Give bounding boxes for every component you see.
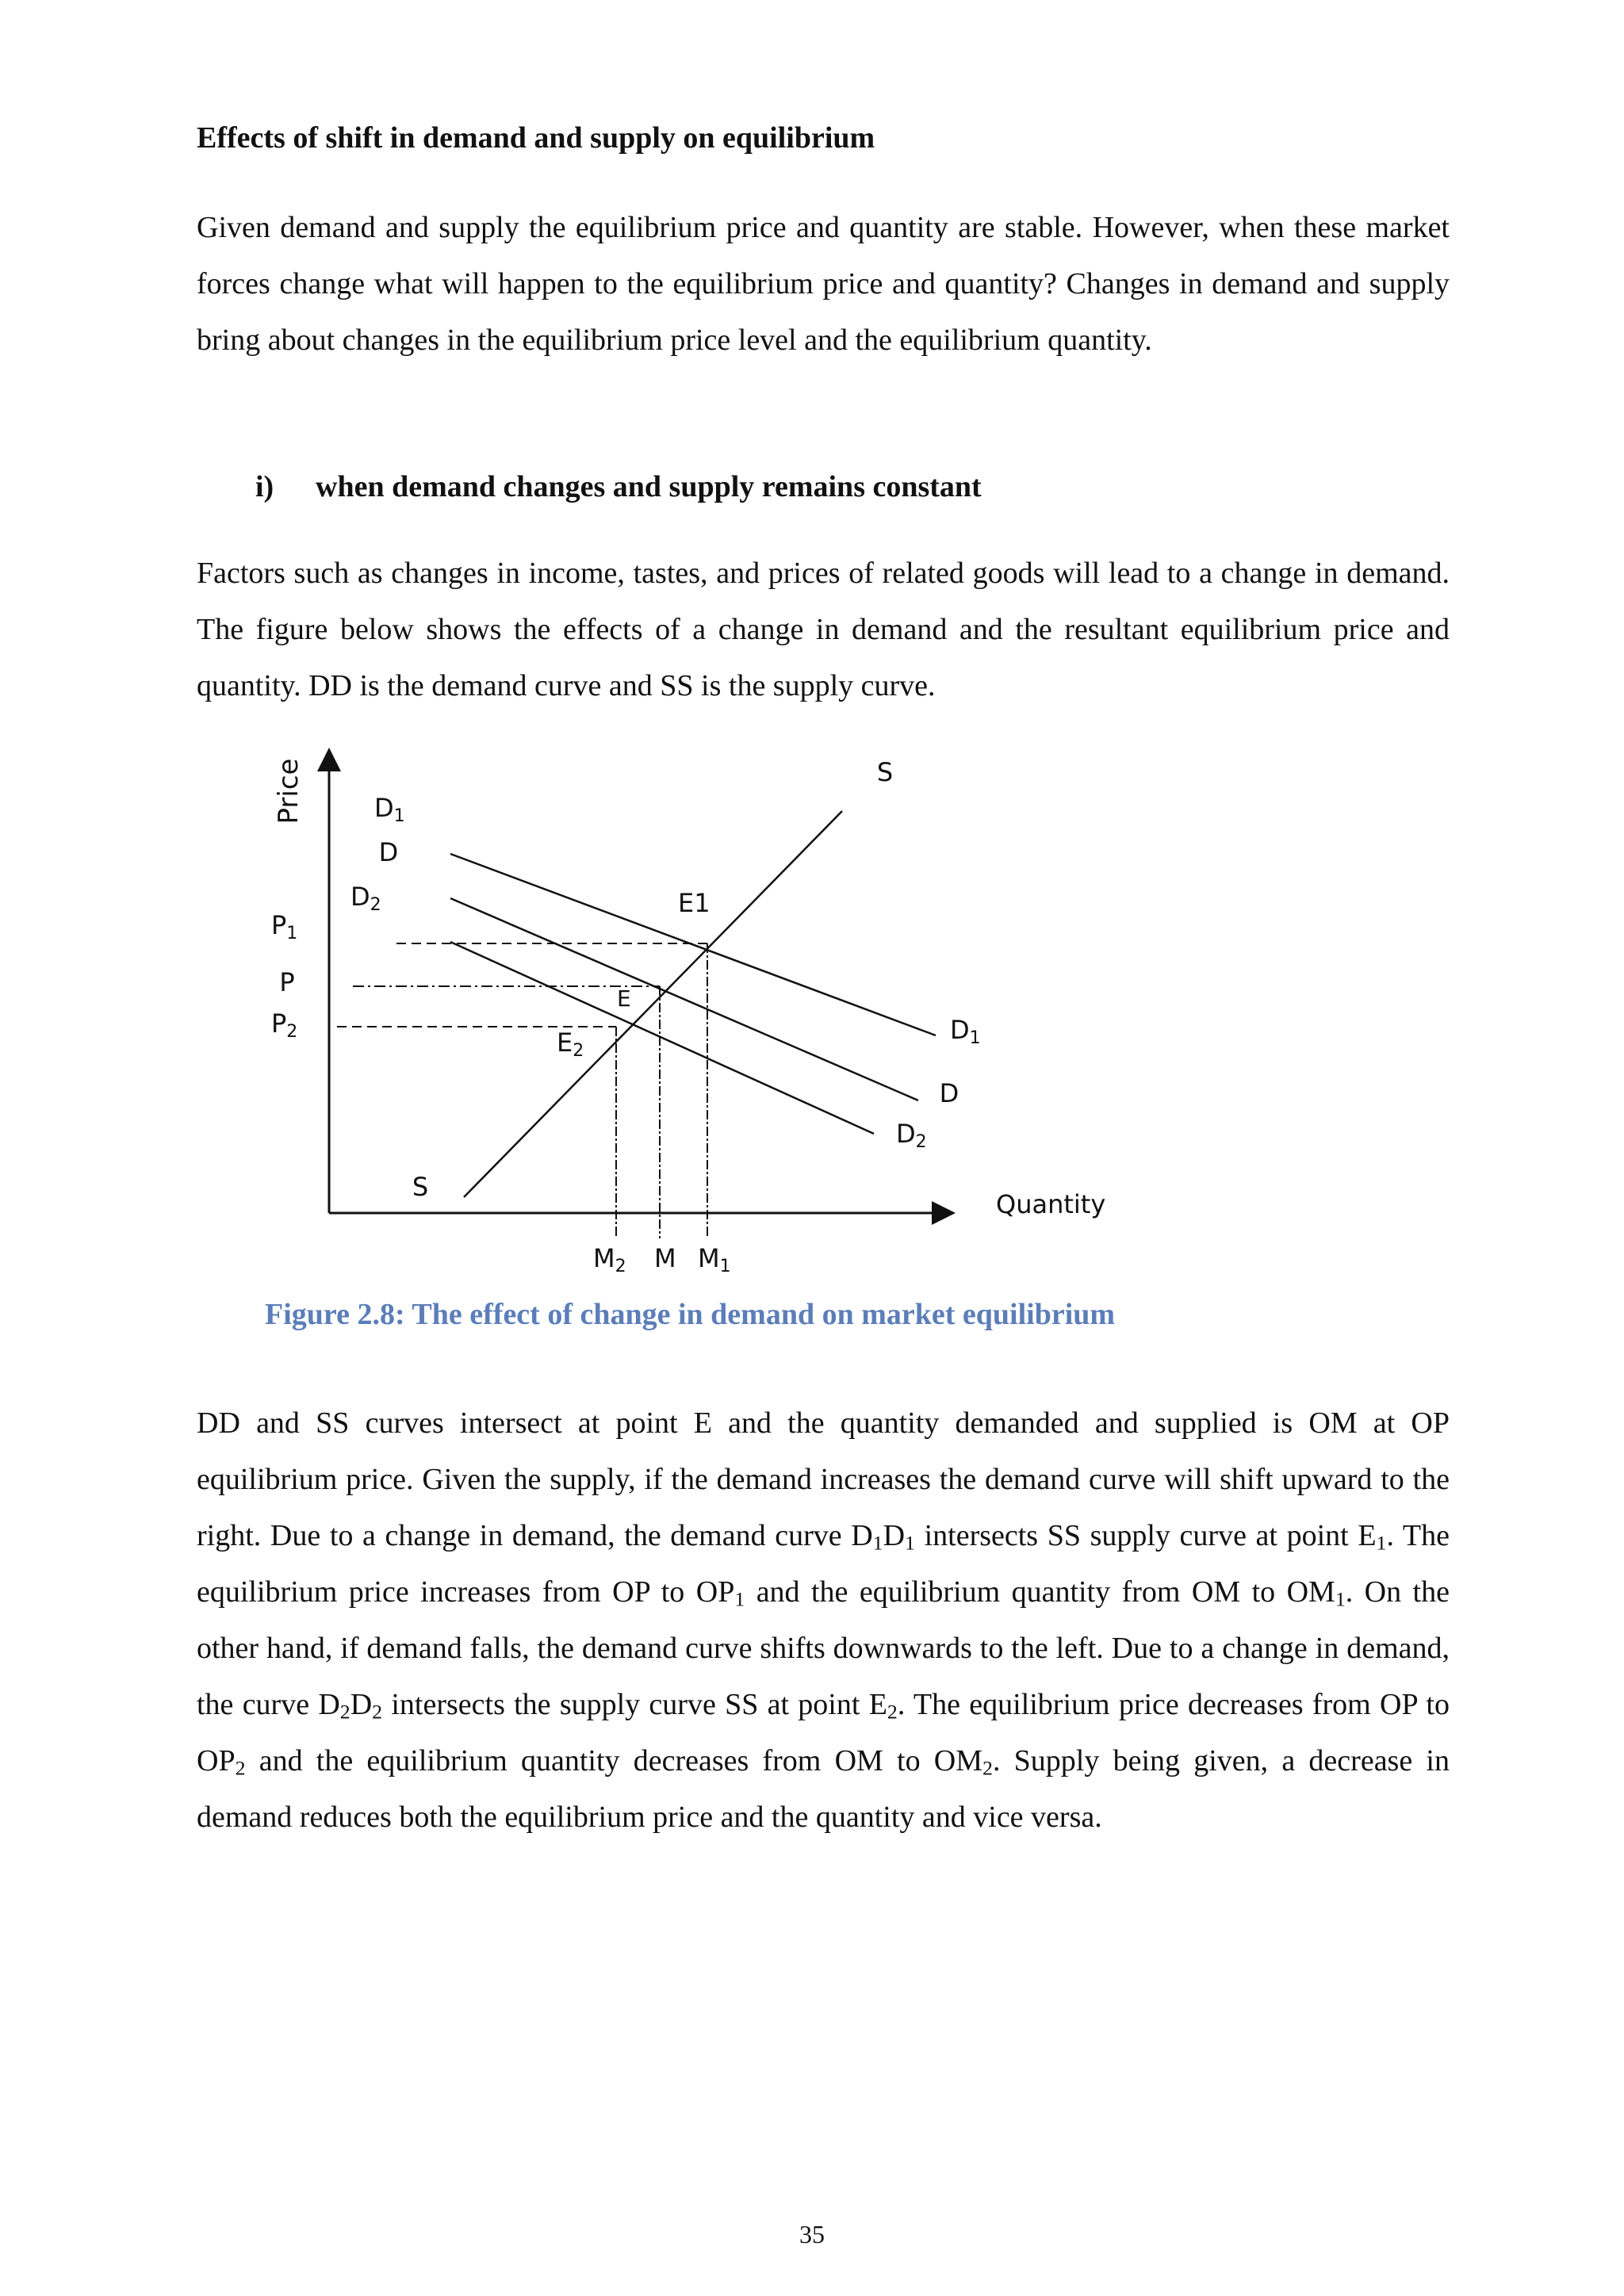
subheading-text: when demand changes and supply remains constant <box>316 470 982 503</box>
supply-label-top: S <box>876 757 894 787</box>
p3-s10: 1 <box>1335 1587 1346 1611</box>
p3-s12: 2 <box>339 1700 350 1724</box>
e2-label <box>557 1027 584 1061</box>
d1-label-top <box>374 793 405 826</box>
p3-s3: D <box>883 1519 906 1552</box>
d2-label-top-sub: 2 <box>370 895 381 915</box>
p3-s15: intersects the supply curve SS at point E <box>382 1688 887 1721</box>
p3-s19: and the equilibrium quantity decreases from OM to OM <box>245 1744 983 1777</box>
d1-label-right <box>950 1015 981 1048</box>
p3-s18: 2 <box>235 1756 246 1780</box>
figure-intro-paragraph: Factors such as changes in income, tastes, and prices of related goods will lead to a change in demand. The figure below shows the effects of a change in demand and the resultant equilibrium price and quantity. DD is the demand curve and SS is the supply curve. <box>197 557 1450 702</box>
demand-supply-diagram <box>254 737 1174 1292</box>
e2-label-letter: E <box>557 1027 573 1058</box>
subheading-number: i) <box>255 470 274 503</box>
e-label: E <box>617 985 631 1012</box>
p3-s7: . The equilibrium price increases from OP to OP <box>197 1519 1450 1609</box>
d-label-right: D <box>939 1078 959 1108</box>
p1-label <box>271 910 297 943</box>
d2-label-top <box>350 882 381 915</box>
p3-s5: intersects SS supply curve at point E <box>914 1519 1377 1552</box>
p2-label-letter: P <box>271 1008 287 1039</box>
m2-label-sub: 2 <box>615 1257 626 1276</box>
p3-s1: DD and SS curves intersect at point E and the quantity demanded and supplied is OM at OP equilibrium price. Given the supply, if the demand increases the demand curve will shift upward to the right. Due to a change in demand, the demand curve D <box>197 1406 1450 1552</box>
intro-paragraph: Given demand and supply the equilibrium price and quantity are stable. However, when these market forces change what will happen to the equilibrium price and quantity? Changes in demand and supply bring about changes in the equilibrium price level and the equilibrium quantity. <box>197 211 1450 357</box>
d2-label-right-letter: D <box>896 1119 916 1149</box>
m-label: M <box>654 1243 676 1273</box>
m1-label-sub: 1 <box>719 1257 731 1276</box>
section-heading: Effects of shift in demand and supply on equilibrium <box>197 121 875 155</box>
p3-s6: 1 <box>1376 1531 1387 1555</box>
p3-s2: 1 <box>872 1531 883 1555</box>
demand-curve-d1 <box>450 854 936 1035</box>
p3-s13: D <box>350 1688 373 1721</box>
p1-label-sub: 1 <box>286 924 298 943</box>
p3-s20: 2 <box>982 1756 993 1780</box>
figure-caption: Figure 2.8: The effect of change in demand on market equilibrium <box>265 1298 1116 1331</box>
d1-label-top-sub: 1 <box>393 806 405 826</box>
p3-s14: 2 <box>372 1700 383 1724</box>
e2-label-sub: 2 <box>573 1041 584 1061</box>
p2-label-sub: 2 <box>286 1022 298 1042</box>
m1-label <box>698 1243 731 1276</box>
y-axis-label: Price <box>273 758 304 825</box>
e1-label: E1 <box>678 888 710 918</box>
d2-label-right-sub: 2 <box>915 1132 927 1152</box>
d1-label-top-letter: D <box>374 793 394 823</box>
demand-curve-d <box>450 898 918 1100</box>
x-axis-label: Quantity <box>996 1189 1106 1219</box>
m1-label-letter: M <box>698 1243 720 1273</box>
d1-label-right-letter: D <box>950 1015 970 1045</box>
m2-label <box>593 1243 626 1276</box>
d1-label-right-sub: 1 <box>969 1028 981 1048</box>
p3-s9: and the equilibrium quantity from OM to OM <box>745 1575 1335 1609</box>
p1-label-letter: P <box>271 910 287 940</box>
p-label: P <box>279 967 295 997</box>
p3-s11: . On the other hand, if demand falls, the demand curve shifts downwards to the left. Due to a change in demand, the curve D <box>197 1575 1450 1721</box>
p3-s17: . The equilibrium price decreases from OP to OP <box>197 1688 1450 1777</box>
m2-label-letter: M <box>593 1243 615 1273</box>
subheading <box>255 469 982 504</box>
p3-s4: 1 <box>905 1531 915 1555</box>
d2-label-right <box>896 1119 927 1152</box>
explanation-paragraph <box>197 1395 1450 1846</box>
d-label-top: D <box>378 837 399 867</box>
d2-label-top-letter: D <box>350 882 370 912</box>
p3-s21: . Supply being given, a decrease in demand reduces both the equilibrium price and the quantity and vice versa. <box>197 1744 1450 1834</box>
supply-label-bottom: S <box>412 1172 429 1202</box>
demand-curve-d2 <box>450 942 874 1134</box>
supply-curve <box>464 811 842 1197</box>
page-number: 35 <box>799 2220 825 2248</box>
p3-s16: 2 <box>887 1700 898 1724</box>
p3-s8: 1 <box>734 1587 745 1611</box>
p2-label <box>271 1008 297 1042</box>
